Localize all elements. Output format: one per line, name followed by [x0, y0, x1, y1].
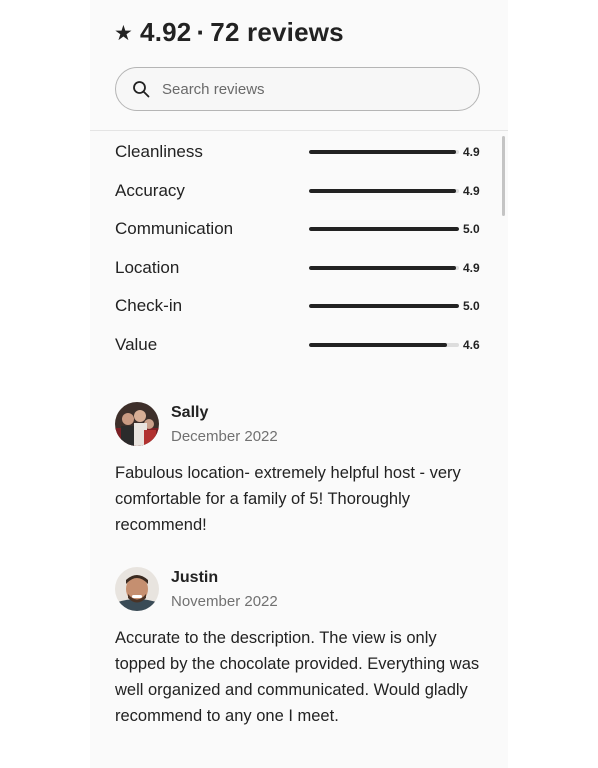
- rating-bar-fill: [309, 343, 447, 347]
- overall-rating: 4.92: [140, 16, 192, 47]
- category-score: 5.0: [463, 299, 480, 313]
- category-score: 4.9: [463, 145, 480, 159]
- category-label: Cleanliness: [115, 142, 203, 161]
- category-label: Communication: [115, 219, 234, 238]
- reviewer-photo: [115, 402, 159, 446]
- category-rating-communication: [115, 217, 485, 241]
- reviewer-name: Sally: [171, 404, 209, 421]
- category-rating-cleanliness: [115, 140, 485, 164]
- rating-bar-fill: [309, 266, 456, 270]
- review-date: November 2022: [171, 593, 278, 610]
- review-text: Fabulous location- extremely helpful host - very comfortable for a family of 5! Thoroughly recommend!: [115, 464, 461, 534]
- category-score: 4.9: [463, 261, 480, 275]
- reviews-count: 72 reviews: [210, 16, 344, 47]
- reviewer-name: Justin: [171, 569, 219, 586]
- review-date: December 2022: [171, 428, 278, 445]
- category-score: 4.9: [463, 184, 480, 198]
- reviewer-photo: [115, 567, 159, 611]
- search-reviews-field[interactable]: [115, 67, 480, 111]
- category-score: 4.6: [463, 338, 480, 352]
- review-item: [115, 402, 485, 542]
- rating-bar-track: [309, 150, 459, 154]
- star-icon: ★: [114, 21, 134, 45]
- review-text: Accurate to the description. The view is only topped by the chocolate provided. Everything was well organized and communicated. Would gladly recommend to any one I meet.: [115, 629, 480, 725]
- rating-bar-fill: [309, 150, 456, 154]
- rating-bar-track: [309, 304, 459, 308]
- divider: [90, 130, 508, 131]
- avatar[interactable]: [115, 402, 159, 446]
- review-item: [115, 567, 485, 737]
- category-score: 5.0: [463, 222, 480, 236]
- avatar[interactable]: [115, 567, 159, 611]
- search-input[interactable]: [160, 80, 444, 99]
- category-rating-value: [115, 333, 485, 357]
- category-label: Check-in: [115, 296, 183, 315]
- category-label: Location: [115, 258, 180, 277]
- rating-bar-track: [309, 227, 459, 231]
- category-label: Value: [115, 335, 158, 354]
- search-icon: [132, 80, 150, 98]
- scrollbar[interactable]: [502, 136, 505, 216]
- reviews-header: [114, 14, 344, 50]
- header-separator: ·: [196, 16, 206, 47]
- rating-bar-fill: [309, 227, 459, 231]
- rating-bar-fill: [309, 189, 456, 193]
- category-label: Accuracy: [115, 181, 185, 200]
- rating-bar-track: [309, 189, 459, 193]
- rating-bar-fill: [309, 304, 459, 308]
- rating-bar-track: [309, 343, 459, 347]
- category-rating-accuracy: [115, 179, 485, 203]
- rating-bar-track: [309, 266, 459, 270]
- category-rating-location: [115, 256, 485, 280]
- category-rating-check-in: [115, 294, 485, 318]
